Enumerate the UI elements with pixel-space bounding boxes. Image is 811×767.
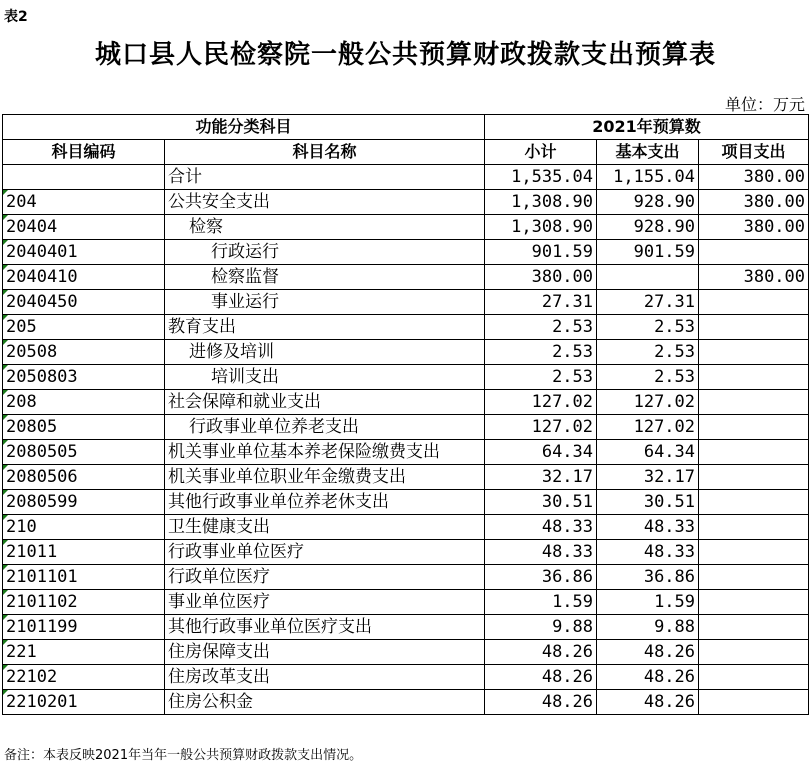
row-basic [597,415,699,440]
row-name [165,190,485,215]
row-code-text: 204 [6,192,37,212]
row-subtotal-text: 2.53 [552,342,594,362]
cell-marker-icon [3,290,8,295]
row-basic-text: 9.88 [654,617,696,637]
row-subtotal [485,190,597,215]
row-project [699,515,809,540]
row-subtotal [485,290,597,315]
row-subtotal-text: 1,308.90 [511,192,594,212]
row-name [165,365,485,390]
row-basic [597,290,699,315]
row-code [3,440,165,465]
row-subtotal-text: 127.02 [531,392,594,412]
row-subtotal-text: 64.34 [541,442,594,462]
row-code [3,240,165,265]
row-name [165,415,485,440]
row-basic-text: 127.02 [633,392,696,412]
row-name-text: 公共安全支出 [168,192,270,212]
row-name [165,165,485,190]
row-subtotal-text: 48.26 [541,642,594,662]
row-code [3,515,165,540]
row-subtotal [485,240,597,265]
row-name-text: 机关事业单位基本养老保险缴费支出 [168,442,440,462]
row-name [165,615,485,640]
row-basic [597,515,699,540]
row-code-text: 221 [6,642,37,662]
row-project [699,665,809,690]
row-subtotal-text: 2.53 [552,367,594,387]
cell-marker-icon [3,665,8,670]
row-code [3,465,165,490]
row-subtotal [485,540,597,565]
row-code-text: 2210201 [6,692,78,712]
cell-marker-icon [3,590,8,595]
row-project [699,465,809,490]
cell-marker-icon [3,540,8,545]
row-code-text: 2101102 [6,592,78,612]
table-row [3,640,809,665]
row-code [3,365,165,390]
row-basic-text: 64.34 [643,442,696,462]
row-project-text: 380.00 [743,267,806,287]
row-code [3,315,165,340]
row-name-text: 行政事业单位养老支出 [189,417,359,437]
row-name-text: 合计 [168,167,202,187]
row-basic [597,390,699,415]
table-row [3,690,809,715]
row-subtotal [485,365,597,390]
row-subtotal [485,165,597,190]
row-code-text: 2040450 [6,292,78,312]
row-basic-text: 901.59 [633,242,696,262]
table-row [3,315,809,340]
row-subtotal-text: 30.51 [541,492,594,512]
row-code [3,190,165,215]
row-code [3,265,165,290]
row-basic-text: 48.26 [643,667,696,687]
row-name [165,515,485,540]
row-project [699,590,809,615]
row-basic-text: 48.33 [643,542,696,562]
table-row [3,665,809,690]
row-name [165,440,485,465]
row-name [165,690,485,715]
row-name-text: 事业单位医疗 [168,592,270,612]
header-subtotal: 小计 [485,140,597,165]
row-project [699,315,809,340]
row-basic [597,215,699,240]
row-subtotal [485,440,597,465]
row-basic-text: 48.26 [643,692,696,712]
row-name-text: 检察监督 [211,267,279,287]
row-project [699,540,809,565]
row-code [3,290,165,315]
header-basic: 基本支出 [597,140,699,165]
table-row [3,190,809,215]
row-subtotal [485,315,597,340]
row-subtotal-text: 32.17 [541,467,594,487]
row-code-text: 2080505 [6,442,78,462]
row-code-text: 20805 [6,417,58,437]
row-name-text: 行政单位医疗 [168,567,270,587]
row-code [3,390,165,415]
cell-marker-icon [3,190,8,195]
row-name-text: 机关事业单位职业年金缴费支出 [168,467,406,487]
row-basic [597,265,699,290]
row-subtotal-text: 9.88 [552,617,594,637]
row-project [699,490,809,515]
row-name [165,590,485,615]
row-code [3,615,165,640]
footnote: 备注：本表反映2021年当年一般公共预算财政拨款支出情况。 [4,748,363,763]
cell-marker-icon [3,315,8,320]
row-subtotal [485,490,597,515]
row-code [3,665,165,690]
unit-label: 单位：万元 [724,95,805,114]
row-subtotal [485,615,597,640]
row-subtotal-text: 380.00 [531,267,594,287]
row-name [165,565,485,590]
row-subtotal-text: 48.26 [541,692,594,712]
row-name [165,340,485,365]
row-code [3,215,165,240]
row-basic [597,340,699,365]
table-row [3,490,809,515]
row-basic [597,190,699,215]
row-project [699,240,809,265]
row-basic-text: 2.53 [654,342,696,362]
row-subtotal-text: 48.33 [541,542,594,562]
row-code-text: 208 [6,392,37,412]
row-code-text: 210 [6,517,37,537]
row-subtotal [485,215,597,240]
row-basic [597,565,699,590]
row-subtotal [485,515,597,540]
table-row [3,215,809,240]
row-name-text: 行政事业单位医疗 [168,542,304,562]
row-basic [597,165,699,190]
table-row [3,540,809,565]
table-row [3,615,809,640]
row-code-text: 2040401 [6,242,78,262]
row-subtotal-text: 1,308.90 [511,217,594,237]
row-project-text: 380.00 [743,217,806,237]
row-basic-text: 1.59 [654,592,696,612]
row-code-text: 205 [6,317,37,337]
header-code: 科目编码 [3,140,165,165]
row-subtotal [485,690,597,715]
row-name [165,540,485,565]
row-name-text: 教育支出 [168,317,236,337]
row-subtotal [485,340,597,365]
row-name [165,390,485,415]
cell-marker-icon [3,640,8,645]
row-project [699,390,809,415]
row-project [699,215,809,240]
row-basic-text: 36.86 [643,567,696,587]
header-function-classification: 功能分类科目 [3,115,485,140]
row-subtotal-text: 901.59 [531,242,594,262]
row-name-text: 事业运行 [211,292,279,312]
row-basic-text: 32.17 [643,467,696,487]
row-project [699,340,809,365]
row-basic [597,315,699,340]
cell-marker-icon [3,565,8,570]
budget-table [2,114,809,715]
table-row [3,390,809,415]
row-basic-text: 1,155.04 [613,167,696,187]
row-name-text: 行政运行 [211,242,279,262]
row-code [3,640,165,665]
table-row [3,440,809,465]
row-basic-text: 48.26 [643,642,696,662]
row-subtotal [485,640,597,665]
row-name [165,265,485,290]
row-subtotal-text: 127.02 [531,417,594,437]
table-row [3,340,809,365]
cell-marker-icon [3,265,8,270]
table-number-label: 表2 [4,9,28,25]
row-name [165,315,485,340]
cell-marker-icon [3,490,8,495]
table-row [3,415,809,440]
row-name-text: 社会保障和就业支出 [168,392,321,412]
row-subtotal-text: 1.59 [552,592,594,612]
row-name [165,215,485,240]
header-budget-year: 2021年预算数 [485,115,809,140]
row-code-text: 20508 [6,342,58,362]
cell-marker-icon [3,390,8,395]
row-code [3,415,165,440]
row-name [165,240,485,265]
row-project [699,165,809,190]
header-row-group [3,115,809,140]
row-basic [597,590,699,615]
row-name [165,640,485,665]
row-name-text: 培训支出 [211,367,279,387]
row-basic [597,690,699,715]
row-basic-text: 127.02 [633,417,696,437]
cell-marker-icon [3,440,8,445]
table-row [3,365,809,390]
row-name [165,465,485,490]
row-name-text: 其他行政事业单位医疗支出 [168,617,372,637]
row-name-text: 住房改革支出 [168,667,270,687]
row-basic-text: 30.51 [643,492,696,512]
cell-marker-icon [3,340,8,345]
row-basic [597,240,699,265]
cell-marker-icon [3,615,8,620]
header-row-columns [3,140,809,165]
header-project: 项目支出 [699,140,809,165]
row-basic [597,465,699,490]
row-project [699,415,809,440]
row-subtotal [485,415,597,440]
row-code [3,340,165,365]
header-name: 科目名称 [165,140,485,165]
row-project [699,265,809,290]
cell-marker-icon [3,365,8,370]
page-title: 城口县人民检察院一般公共预算财政拨款支出预算表 [94,40,716,70]
row-name-text: 卫生健康支出 [168,517,270,537]
row-basic [597,440,699,465]
row-subtotal-text: 36.86 [541,567,594,587]
row-code [3,165,165,190]
row-code-text: 2040410 [6,267,78,287]
cell-marker-icon [3,465,8,470]
row-name [165,290,485,315]
row-project [699,640,809,665]
row-basic [597,540,699,565]
cell-marker-icon [3,515,8,520]
row-project-text: 380.00 [743,192,806,212]
row-code [3,490,165,515]
cell-marker-icon [3,690,8,695]
row-basic-text: 48.33 [643,517,696,537]
table-row [3,465,809,490]
row-basic [597,365,699,390]
table-row [3,240,809,265]
row-name-text: 住房公积金 [168,692,253,712]
row-name [165,490,485,515]
row-basic-text: 2.53 [654,317,696,337]
row-subtotal [485,390,597,415]
row-code-text: 20404 [6,217,58,237]
row-name-text: 检察 [189,217,223,237]
row-subtotal [485,665,597,690]
row-subtotal-text: 2.53 [552,317,594,337]
row-code [3,540,165,565]
row-name-text: 进修及培训 [189,342,274,362]
row-subtotal [485,565,597,590]
table-row [3,590,809,615]
row-project [699,565,809,590]
row-code [3,590,165,615]
row-code [3,565,165,590]
row-code-text: 22102 [6,667,58,687]
cell-marker-icon [3,240,8,245]
row-project [699,690,809,715]
row-basic-text: 27.31 [643,292,696,312]
row-subtotal [485,465,597,490]
row-subtotal [485,265,597,290]
table-row [3,565,809,590]
cell-marker-icon [3,215,8,220]
row-subtotal-text: 1,535.04 [511,167,594,187]
row-basic-text: 928.90 [633,192,696,212]
row-basic [597,640,699,665]
row-code-text: 2101101 [6,567,78,587]
row-project [699,440,809,465]
row-project [699,290,809,315]
row-code [3,690,165,715]
row-project [699,365,809,390]
row-code-text: 2101199 [6,617,78,637]
row-name [165,665,485,690]
table-row [3,515,809,540]
row-project [699,190,809,215]
row-code-text: 2050803 [6,367,78,387]
row-subtotal-text: 48.33 [541,517,594,537]
row-subtotal-text: 27.31 [541,292,594,312]
row-name-text: 其他行政事业单位养老休支出 [168,492,389,512]
row-name-text: 住房保障支出 [168,642,270,662]
row-basic [597,665,699,690]
row-basic-text: 2.53 [654,367,696,387]
row-project [699,615,809,640]
row-code-text: 2080506 [6,467,78,487]
table-row [3,165,809,190]
row-basic [597,615,699,640]
table-row [3,265,809,290]
cell-marker-icon [3,415,8,420]
row-project-text: 380.00 [743,167,806,187]
row-code-text: 21011 [6,542,58,562]
row-subtotal-text: 48.26 [541,667,594,687]
row-code-text: 2080599 [6,492,78,512]
row-basic [597,490,699,515]
row-basic-text: 928.90 [633,217,696,237]
row-subtotal [485,590,597,615]
table-row [3,290,809,315]
